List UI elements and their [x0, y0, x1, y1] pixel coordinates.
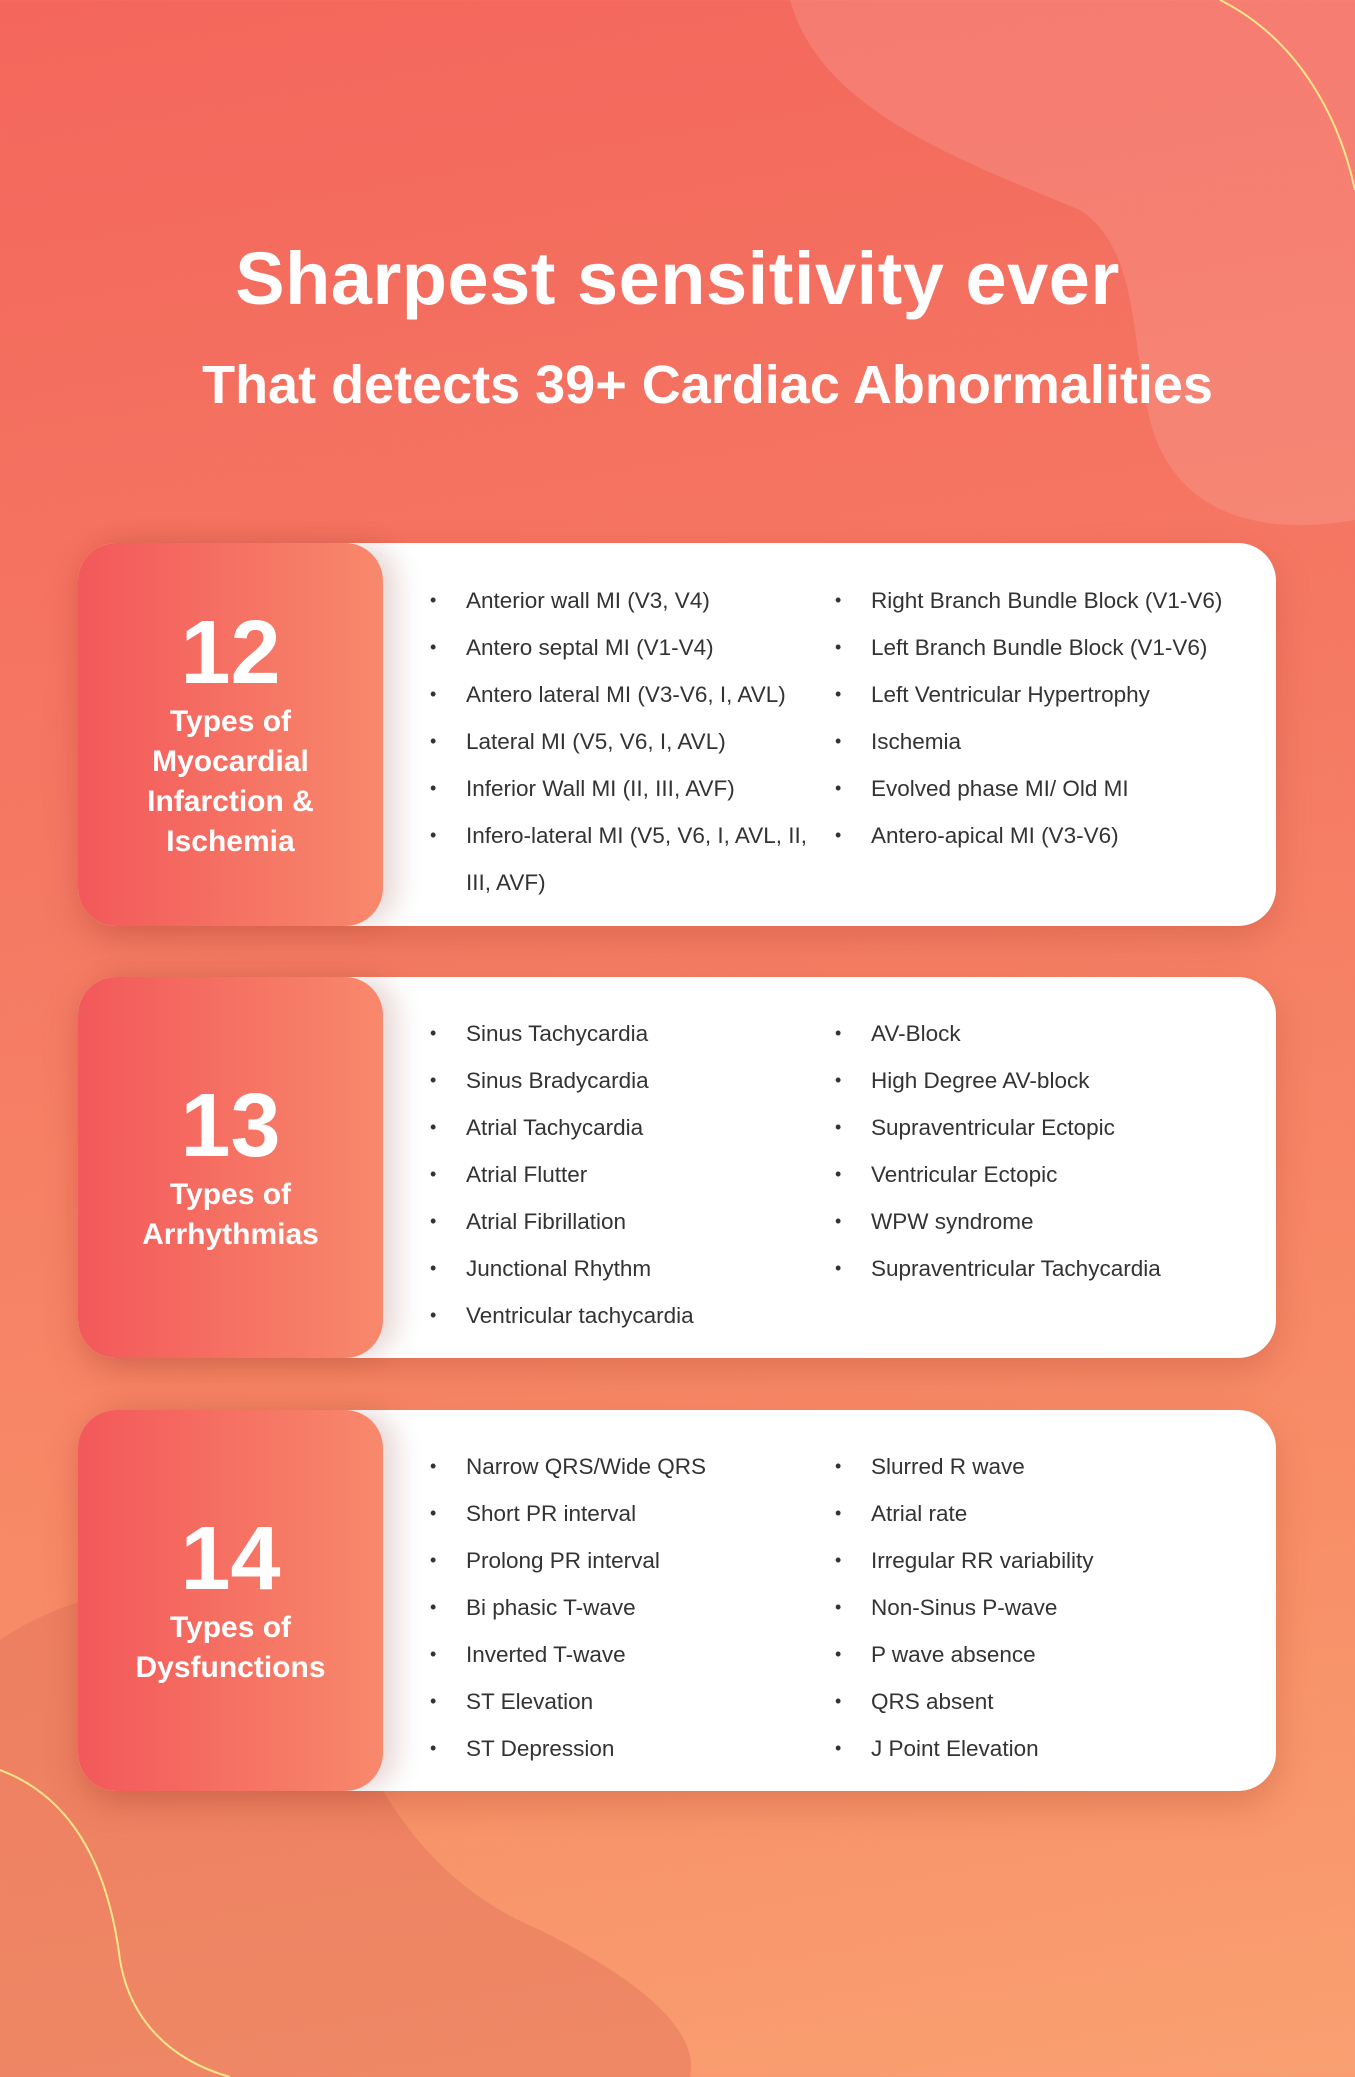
- list-item: • Infero-lateral MI (V5, V6, I, AVL, II, III, AVF): [430, 812, 825, 906]
- abnormality-list-left: [430, 1010, 900, 1339]
- list-item: • Sinus Bradycardia: [430, 1057, 900, 1104]
- abnormality-list-right: [835, 1010, 1265, 1292]
- list-item: • Inferior Wall MI (II, III, AVF): [430, 765, 825, 812]
- list-item: • Ischemia: [835, 718, 1265, 765]
- list-item: • Sinus Tachycardia: [430, 1010, 900, 1057]
- list-item: • Irregular RR variability: [835, 1537, 1265, 1584]
- list-item: • Junctional Rhythm: [430, 1245, 900, 1292]
- list-item: • Right Branch Bundle Block (V1-V6): [835, 577, 1265, 624]
- list-item: • J Point Elevation: [835, 1725, 1265, 1772]
- list-item: • Slurred R wave: [835, 1443, 1265, 1490]
- card-arrhythmias: [78, 977, 1276, 1358]
- abnormality-list-left: [430, 577, 825, 906]
- list-item: • Atrial rate: [835, 1490, 1265, 1537]
- list-item: • Supraventricular Tachycardia: [835, 1245, 1265, 1292]
- list-item: • Left Ventricular Hypertrophy: [835, 671, 1265, 718]
- list-item: • QRS absent: [835, 1678, 1265, 1725]
- list-item: • Lateral MI (V5, V6, I, AVL): [430, 718, 825, 765]
- card-myocardial-infarction: [78, 543, 1276, 926]
- list-item: • High Degree AV-block: [835, 1057, 1265, 1104]
- list-item: • Left Branch Bundle Block (V1-V6): [835, 624, 1265, 671]
- list-item: • Atrial Tachycardia: [430, 1104, 900, 1151]
- count-badge: [78, 977, 383, 1358]
- list-item: • Evolved phase MI/ Old MI: [835, 765, 1265, 812]
- list-item: • AV-Block: [835, 1010, 1265, 1057]
- count-label: Types of Arrhythmias: [142, 1177, 319, 1251]
- list-item: • Short PR interval: [430, 1490, 900, 1537]
- list-item: • Ventricular tachycardia: [430, 1292, 900, 1339]
- count-label: Types of Myocardial Infarction & Ischemia: [147, 704, 314, 858]
- card-dysfunctions: [78, 1410, 1276, 1791]
- count-number: 13: [180, 1075, 281, 1176]
- list-item: • Atrial Fibrillation: [430, 1198, 900, 1245]
- list-item: • ST Elevation: [430, 1678, 900, 1725]
- list-item: • WPW syndrome: [835, 1198, 1265, 1245]
- list-item: • Ventricular Ectopic: [835, 1151, 1265, 1198]
- list-item: • Antero-apical MI (V3-V6): [835, 812, 1265, 859]
- count-badge: [78, 543, 383, 926]
- list-item: • Narrow QRS/Wide QRS: [430, 1443, 900, 1490]
- list-item: • Antero septal MI (V1-V4): [430, 624, 825, 671]
- list-item: • Supraventricular Ectopic: [835, 1104, 1265, 1151]
- list-item: • P wave absence: [835, 1631, 1265, 1678]
- page-subtitle: That detects 39+ Cardiac Abnormalities: [202, 355, 1213, 415]
- list-item: • Inverted T-wave: [430, 1631, 900, 1678]
- list-item: • Atrial Flutter: [430, 1151, 900, 1198]
- list-item: • Non-Sinus P-wave: [835, 1584, 1265, 1631]
- list-item: • ST Depression: [430, 1725, 900, 1772]
- count-number: 14: [180, 1508, 281, 1609]
- abnormality-list-right: [835, 1443, 1265, 1772]
- count-number: 12: [180, 602, 281, 703]
- list-item: • Prolong PR interval: [430, 1537, 900, 1584]
- abnormality-list-left: [430, 1443, 900, 1772]
- list-item: • Antero lateral MI (V3-V6, I, AVL): [430, 671, 825, 718]
- count-badge: [78, 1410, 383, 1791]
- abnormality-list-right: [835, 577, 1265, 859]
- list-item: • Anterior wall MI (V3, V4): [430, 577, 825, 624]
- list-item: • Bi phasic T-wave: [430, 1584, 900, 1631]
- count-label: Types of Dysfunctions: [135, 1610, 326, 1684]
- page-title: Sharpest sensitivity ever: [235, 237, 1120, 320]
